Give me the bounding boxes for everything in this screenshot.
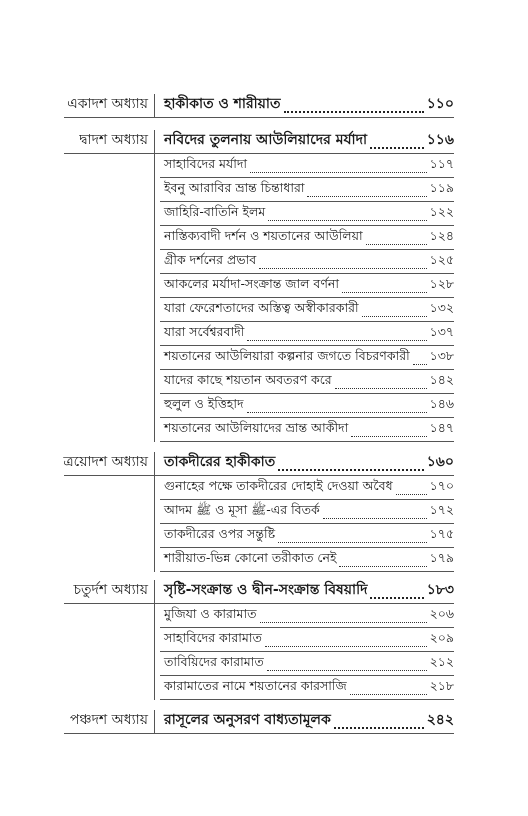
section-underline [160, 571, 454, 572]
section-row[interactable] [0, 154, 528, 178]
section-title: তাকদীরের ওপর সন্তুষ্টি [164, 526, 276, 541]
chapter-block [0, 710, 528, 734]
section-page-number: ১২৮ [429, 276, 454, 291]
chapter-label: একাদশ অধ্যায় [67, 96, 148, 112]
dot-leader [260, 622, 427, 623]
section-title: হুলুল ও ইত্তিহাদ [164, 396, 244, 411]
section-page-number: ২০৯ [429, 630, 454, 645]
section-title: গ্রীক দর্শনের প্রভাব [164, 252, 257, 267]
dot-leader [247, 412, 427, 413]
chapter-row[interactable] [0, 94, 528, 118]
section-title: আকলের মর্যাদা-সংক্রান্ত জাল বর্ণনা [164, 276, 339, 291]
section-entry[interactable] [164, 300, 454, 320]
chapter-row[interactable] [0, 710, 528, 734]
section-row[interactable] [0, 298, 528, 322]
section-title: সাহাবিদের মর্যাদা [164, 156, 248, 171]
section-title: শারীয়াত-ভিন্ন কোনো তরীকাত নেই [164, 550, 337, 565]
section-page-number: ১৭২ [429, 502, 454, 517]
chapter-row[interactable] [0, 452, 528, 476]
section-entry[interactable] [164, 420, 454, 440]
section-title: মুজিযা ও কারামাত [164, 606, 257, 621]
chapter-title: হাকীকাত ও শারীয়াত [164, 96, 281, 112]
section-page-number: ১১৭ [429, 156, 454, 171]
section-row[interactable] [0, 346, 528, 370]
chapter-page-number: ১৬০ [426, 454, 454, 470]
chapter-title: রাসূলের অনুসরণ বাধ্যতামূলক [164, 712, 331, 728]
dot-leader [370, 597, 423, 599]
section-entry[interactable] [164, 654, 454, 674]
section-entry[interactable] [164, 324, 454, 344]
section-page-number: ১১৯ [429, 180, 454, 195]
dot-leader [351, 436, 426, 437]
section-entry[interactable] [164, 204, 454, 224]
chapter-entry[interactable] [164, 128, 454, 152]
section-page-number: ১৩৮ [429, 348, 454, 363]
section-row[interactable] [0, 418, 528, 442]
chapter-label: পঞ্চদশ অধ্যায় [69, 712, 148, 728]
chapter-underline [64, 733, 454, 734]
section-title: ইবনু আরাবির ভ্রান্ত চিন্তাধারা [164, 180, 305, 195]
section-entry[interactable] [164, 276, 454, 296]
section-entry[interactable] [164, 348, 454, 368]
section-title: আদম ﷺ ও মূসা ﷺ-এর বিতর্ক [164, 502, 320, 517]
section-title: যারা সর্বেশ্বরবাদী [164, 324, 245, 339]
chapter-entry[interactable] [164, 450, 454, 474]
dot-leader [370, 147, 424, 149]
section-row[interactable] [0, 370, 528, 394]
section-title: নাস্তিক্যবাদী দর্শন ও শয়তানের আউলিয়া [164, 228, 363, 243]
section-row[interactable] [0, 524, 528, 548]
section-entry[interactable] [164, 678, 454, 698]
dot-leader [335, 388, 427, 389]
section-page-number: ২০৬ [429, 606, 454, 621]
dot-leader [413, 364, 427, 365]
section-entry[interactable] [164, 502, 454, 522]
section-row[interactable] [0, 604, 528, 628]
chapter-label: চতুর্দশ অধ্যায় [73, 582, 148, 598]
section-underline [160, 441, 454, 442]
section-row[interactable] [0, 628, 528, 652]
section-entry[interactable] [164, 180, 454, 200]
dot-leader [247, 340, 426, 341]
dot-leader [250, 172, 427, 173]
chapter-page-number: ১১০ [426, 96, 454, 112]
section-row[interactable] [0, 178, 528, 202]
section-page-number: ১৩২ [429, 300, 454, 315]
chapter-block [0, 452, 528, 572]
section-row[interactable] [0, 500, 528, 524]
dot-leader [396, 494, 427, 495]
dot-leader [307, 196, 426, 197]
chapter-block [0, 94, 528, 118]
dot-leader [267, 670, 427, 671]
section-row[interactable] [0, 548, 528, 572]
section-page-number: ১৭০ [429, 478, 454, 493]
chapter-page-number: ১৮৩ [426, 582, 454, 598]
dot-leader [334, 727, 424, 729]
chapter-block [0, 130, 528, 442]
dot-leader [278, 469, 424, 471]
dot-leader [259, 268, 426, 269]
section-row[interactable] [0, 652, 528, 676]
section-row[interactable] [0, 676, 528, 700]
dot-leader [350, 694, 427, 695]
chapter-row[interactable] [0, 130, 528, 154]
section-title: জাহিরি-বাতিনি ইলম [164, 204, 266, 219]
section-entry[interactable] [164, 550, 454, 570]
section-entry[interactable] [164, 372, 454, 392]
section-entry[interactable] [164, 526, 454, 546]
section-page-number: ২১৮ [429, 678, 454, 693]
section-page-number: ১৭৫ [429, 526, 454, 541]
section-row[interactable] [0, 250, 528, 274]
section-page-number: ১৪২ [429, 372, 454, 387]
chapter-entry[interactable] [164, 92, 454, 116]
dot-leader [284, 111, 424, 113]
section-row[interactable] [0, 476, 528, 500]
section-entry[interactable] [164, 630, 454, 650]
chapter-title: সৃষ্টি-সংক্রান্ত ও দ্বীন-সংক্রান্ত বিষয়াদি [164, 582, 368, 598]
section-entry[interactable] [164, 606, 454, 626]
section-title: শয়তানের আউলিয়াদের ভ্রান্ত আকীদা [164, 420, 349, 435]
section-page-number: ১৩৭ [429, 324, 454, 339]
section-page-number: ১৭৯ [429, 550, 454, 565]
dot-leader [339, 566, 426, 567]
chapter-label: দ্বাদশ অধ্যায় [79, 132, 148, 148]
section-page-number: ১৪৬ [429, 396, 454, 411]
section-row[interactable] [0, 226, 528, 250]
section-page-number: ১২৪ [429, 228, 454, 243]
section-entry[interactable] [164, 156, 454, 176]
section-entry[interactable] [164, 396, 454, 416]
section-title: যাদের কাছে শয়তান অবতরণ করে [164, 372, 332, 387]
chapter-page-number: ২৪২ [426, 712, 454, 728]
chapter-title: নবিদের তুলনায় আউলিয়াদের মর্যাদা [164, 132, 368, 148]
dot-leader [342, 292, 427, 293]
chapter-title: তাকদীরের হাকীকাত [164, 454, 276, 470]
dot-leader [323, 518, 427, 519]
section-row[interactable] [0, 394, 528, 418]
section-row[interactable] [0, 274, 528, 298]
chapter-underline [64, 117, 454, 118]
section-row[interactable] [0, 322, 528, 346]
section-title: তাবিয়িদের কারামাত [164, 654, 264, 669]
section-title: গুনাহের পক্ষে তাকদীরের দোহাই দেওয়া অবৈধ [164, 478, 393, 493]
section-title: শয়তানের আউলিয়ারা কল্পনার জগতে বিচরণকারী [164, 348, 410, 363]
section-entry[interactable] [164, 228, 454, 248]
section-page-number: ১৪৭ [429, 420, 454, 435]
chapter-label: ত্রয়োদশ অধ্যায় [63, 454, 148, 470]
section-entry[interactable] [164, 478, 454, 498]
section-title: যারা ফেরেশতাদের অস্তিত্ব অস্বীকারকারী [164, 300, 359, 315]
section-page-number: ১২২ [429, 204, 454, 219]
dot-leader [366, 244, 427, 245]
chapter-row[interactable] [0, 580, 528, 604]
dot-leader [362, 316, 427, 317]
section-title: সাহাবিদের কারামাত [164, 630, 262, 645]
chapter-page-number: ১১৬ [426, 132, 454, 148]
dot-leader [268, 220, 426, 221]
section-underline [160, 699, 454, 700]
section-page-number: ১২৫ [429, 252, 454, 267]
chapter-entry[interactable] [164, 578, 454, 602]
dot-leader [265, 646, 427, 647]
chapter-entry[interactable] [164, 708, 454, 732]
chapter-block [0, 580, 528, 700]
dot-leader [278, 542, 427, 543]
section-row[interactable] [0, 202, 528, 226]
section-page-number: ২১২ [429, 654, 454, 669]
section-entry[interactable] [164, 252, 454, 272]
section-title: কারামাতের নামে শয়তানের কারসাজি [164, 678, 347, 693]
